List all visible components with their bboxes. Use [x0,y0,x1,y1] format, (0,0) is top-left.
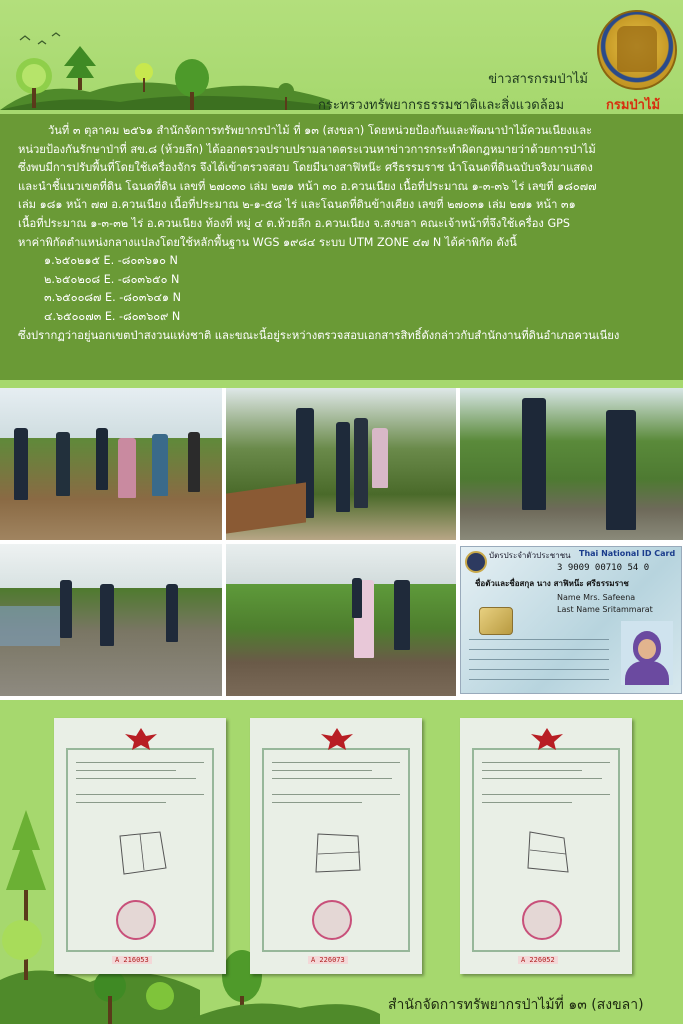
field-photo [226,388,456,540]
paragraph-line: หาค่าพิกัดตำแหน่งกลางแปลงโดยใช้หลักพื้นฐาน WGS ๑๙๘๔ ระบบ UTM ZONE ๔๗ N ได้ค่าพิกัด ดังนี้ [18,235,517,249]
national-id-card-image [460,546,682,694]
paragraph-line: ซึ่งพบมีการปรับพื้นที่โดยใช้เครื่องจักร จึงได้เข้าตรวจสอบ โดยมีนางสาฟิหน๊ะ ศรีธรรมราช นำโฉนดที่ดินฉบับจริงมาแสดง [18,161,593,175]
header-title: ข่าวสารกรมป่าไม้ [488,72,588,87]
page-header [0,0,683,113]
land-plot-diagram [520,828,576,878]
id-card-number: 3 9009 00710 54 0 [557,563,650,573]
coordinate-item: ๔.๖๕๐๐๗๓ E. -๘๐๓๖๐๙ N [44,309,181,323]
official-stamp-icon [116,900,156,940]
id-card-portrait [621,621,673,685]
hill-illustration [180,990,380,1024]
field-photo [0,544,222,696]
royal-forest-department-logo [597,10,677,90]
tree-icon [275,82,297,110]
field-photo [460,388,683,540]
coordinate-item: ๑.๖๕๐๒๑๕ E. -๘๐๓๖๑๐ N [44,254,178,268]
deed-serial: A 226052 [518,956,558,964]
land-deed-document [54,718,226,974]
garuda-emblem-icon [530,726,564,752]
paragraph-line: หน่วยป้องกันรักษาป่าที่ สข.๘ (ห้วยลึก) ได้ออกตรวจปราบปรามลาดตระเวนหาข่าวการกระทำผิดกฎหมายว่าด้วยการป่าไม้ [18,142,596,156]
land-deed-document [460,718,632,974]
paragraph-line: เล่ม ๑๘๑ หน้า ๗๗ อ.ควนเนียง เนื้อที่ประมาณ ๒-๑-๕๘ ไร่ และโฉนดที่ดินข้างเคียง เลขที่ ๒๗๐๓๑ เล่ม ๒๗๑ หน้า ๓๑ [18,198,576,212]
id-card-header-thai: บัตรประจำตัวประชาชน [489,551,571,560]
id-card-lastname-english: Last Name Sritammarat [557,605,653,614]
land-plot-diagram [114,828,170,878]
paragraph-line: และนำชี้แนวเขตที่ดิน โฉนดที่ดิน เลขที่ ๒๗๐๓๐ เล่ม ๒๗๑ หน้า ๓๐ อ.ควนเนียง เนื้อที่ประมาณ ๑-๓-๓๖ ไร่ เลขที่ ๑๘๐๗๗ [18,179,597,193]
coordinate-item: ๒.๖๕๐๒๐๘ E. -๘๐๓๖๕๐ N [44,272,180,286]
coordinate-item: ๓.๖๕๐๐๘๗ E. -๘๐๓๖๔๑ N [44,291,181,305]
news-text-panel [0,114,683,380]
header-subtitle: กระทรวงทรัพยากรธรรมชาติและสิ่งแวดล้อม [318,98,565,113]
chip-icon [479,607,513,635]
tree-icon [14,54,54,110]
official-stamp-icon [522,900,562,940]
logo-emblem-icon [617,26,657,72]
official-stamp-icon [312,900,352,940]
deed-serial: A 216053 [112,956,152,964]
tree-icon [172,58,212,110]
garuda-seal-icon [465,551,487,573]
header-brand: กรมป่าไม้ [606,98,661,113]
tree-icon [132,62,156,92]
birds-icon [18,32,68,50]
deed-serial: A 226073 [308,956,348,964]
closing-line: ซึ่งปรากฏว่าอยู่นอกเขตป่าสงวนแห่งชาติ และขณะนี้อยู่ระหว่างตรวจสอบเอกสารสิทธิ์ดังกล่าวกับสำนักงานที่ดินอำเภอควนเนียง [18,328,620,342]
paragraph-line: วันที่ ๓ ตุลาคม ๒๕๖๑ สำนักจัดการทรัพยากรป่าไม้ ที่ ๑๓ (สงขลา) โดยหน่วยป้องกันและพัฒนาป่าไม้ควนเนียงและ [48,124,593,137]
id-card-detail-lines [469,639,609,689]
garuda-emblem-icon [124,726,158,752]
id-card-name-thai: ชื่อตัวและชื่อสกุล นาง สาฟิหน๊ะ ศรีธรรมราช [475,579,629,588]
id-card-header-english: Thai National ID Card [579,549,676,558]
land-plot-diagram [310,828,366,878]
field-photo [226,544,456,696]
field-photo [0,388,222,540]
land-deed-document [250,718,422,974]
paragraph-line: เนื้อที่ประมาณ ๑-๓-๓๒ ไร่ อ.ควนเนียง ท้องที่ หมู่ ๔ ต.ห้วยลึก อ.ควนเนียง จ.สงขลา คณะเจ้าหน้าที่จึงใช้เครื่อง GPS [18,216,570,230]
footer-office-name: สำนักจัดการทรัพยากรป่าไม้ที่ ๑๓ (สงขลา) [388,997,644,1013]
garuda-emblem-icon [320,726,354,752]
tree-icon [62,44,98,90]
id-card-name-english: Name Mrs. Safeena [557,593,636,602]
